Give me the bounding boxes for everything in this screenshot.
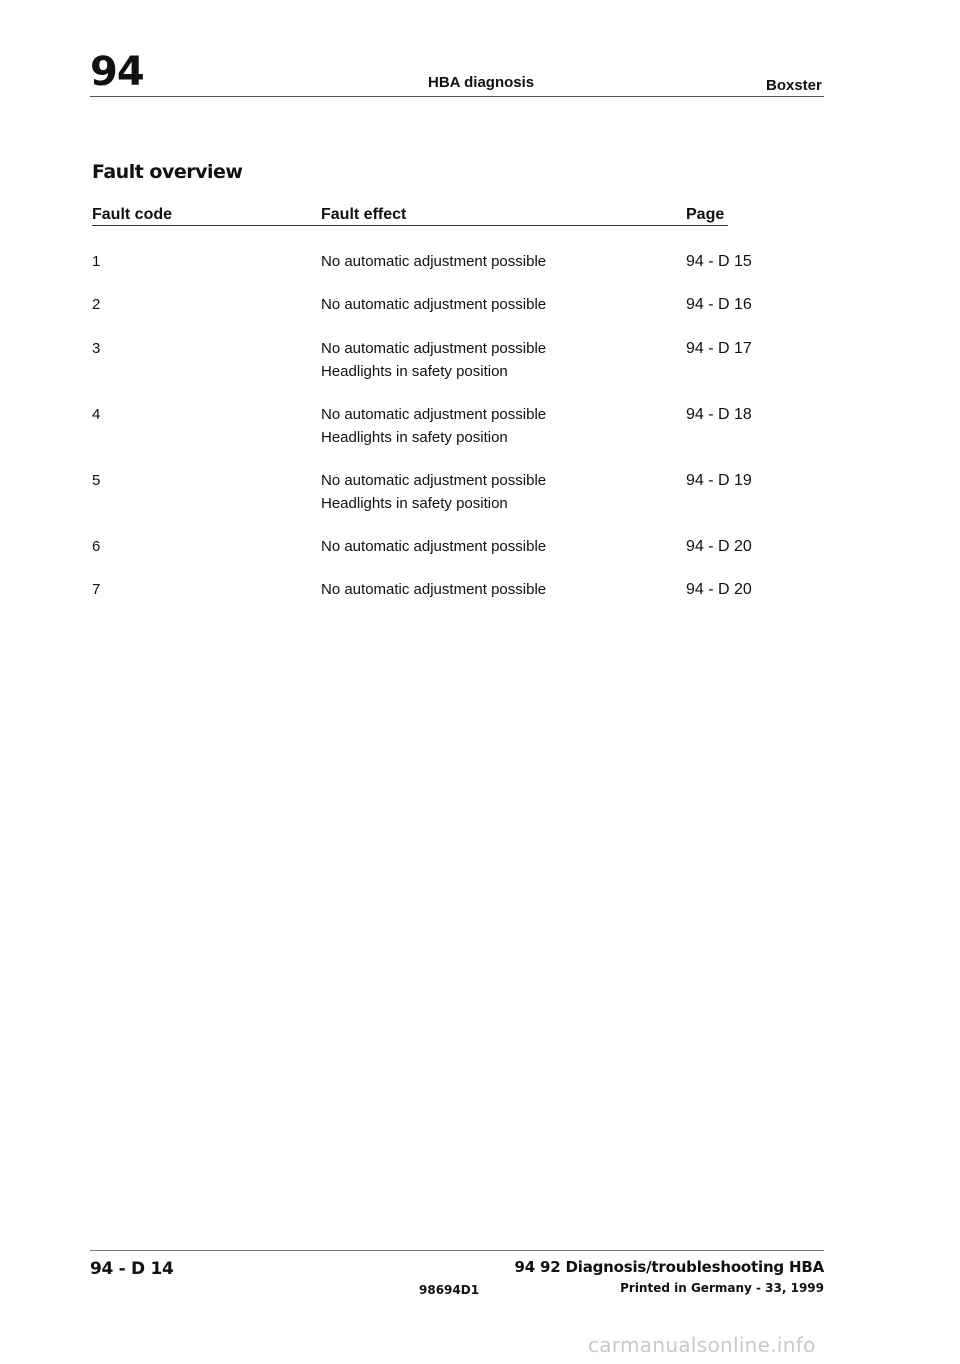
fault-effect-line: No automatic adjustment possible — [321, 253, 547, 270]
fault-effect-line: No automatic adjustment possible — [321, 538, 547, 555]
fault-effect — [321, 578, 661, 601]
fault-effect — [321, 403, 661, 449]
page-reference: 94 - D 18 — [686, 406, 752, 423]
footer-section-title: 94 92 Diagnosis/troubleshooting HBA — [514, 1258, 824, 1276]
page-header-model: Boxster — [766, 77, 822, 94]
fault-code: 2 — [92, 296, 101, 313]
column-header-page: Page — [686, 206, 725, 223]
fault-code: 3 — [92, 340, 101, 357]
fault-effect — [321, 469, 661, 515]
fault-effect — [321, 535, 661, 558]
fault-code: 5 — [92, 472, 101, 489]
footer-print-info: Printed in Germany - 33, 1999 — [620, 1281, 824, 1295]
column-header-fault-effect: Fault effect — [321, 206, 407, 223]
watermark: carmanualsonline.info — [588, 1333, 816, 1357]
footer-divider — [90, 1250, 824, 1251]
fault-effect-line: Headlights in safety position — [321, 495, 508, 512]
fault-code: 7 — [92, 581, 101, 598]
fault-effect-line: No automatic adjustment possible — [321, 340, 547, 357]
page-reference: 94 - D 19 — [686, 472, 752, 489]
page-reference: 94 - D 15 — [686, 253, 752, 270]
fault-effect-line: No automatic adjustment possible — [321, 406, 547, 423]
fault-code: 6 — [92, 538, 101, 555]
fault-effect-line: Headlights in safety position — [321, 429, 508, 446]
fault-effect-line: Headlights in safety position — [321, 363, 508, 380]
fault-effect — [321, 250, 661, 273]
fault-code: 1 — [92, 253, 101, 270]
footer-page-number: 94 - D 14 — [90, 1259, 174, 1279]
fault-effect — [321, 293, 661, 316]
fault-effect-line: No automatic adjustment possible — [321, 581, 547, 598]
fault-effect-line: No automatic adjustment possible — [321, 472, 547, 489]
column-header-fault-code: Fault code — [92, 206, 173, 223]
page-reference: 94 - D 20 — [686, 581, 752, 598]
page-reference: 94 - D 17 — [686, 340, 752, 357]
page-reference: 94 - D 20 — [686, 538, 752, 555]
page-header-title: HBA diagnosis — [428, 74, 535, 91]
fault-code: 4 — [92, 406, 101, 423]
fault-effect-line: No automatic adjustment possible — [321, 296, 547, 313]
section-title: Fault overview — [92, 161, 243, 183]
chapter-number: 94 — [90, 49, 144, 95]
page-reference: 94 - D 16 — [686, 296, 752, 313]
fault-effect — [321, 337, 661, 383]
footer-document-number: 98694D1 — [419, 1283, 480, 1297]
